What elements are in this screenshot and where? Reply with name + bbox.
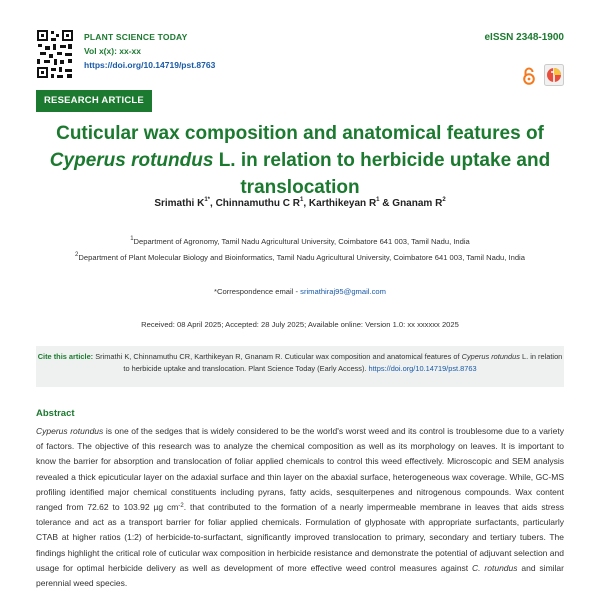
article-title <box>30 120 570 201</box>
author-separator: , <box>210 198 216 209</box>
title-species: Cyperus rotundus <box>49 150 214 171</box>
affiliation-sup: 2 <box>75 252 79 258</box>
qr-code-icon[interactable] <box>36 29 74 79</box>
abstract-text-2: . that contributed to the formation of a nearly impermeable membrane in leaves that aids stress tolerance and act as a transport barrier for foliar applied chemicals. Formulation of glyphosate with appropriate surfactants, particularly CTAB at higher ratios (1:2) of herbicide-to-surfactant, significantly improved translocation to primary, secondary and tertiary tubers. The findings highlight the critical role of cuticular wax composition in herbicide resistance and demonstrate the potential of adjuvant selection and usage for optimal herbicide delivery as well as development of more effective weed control measures against <box>36 502 564 573</box>
title-part-1: Cuticular wax composition and anatomical features of <box>56 123 544 144</box>
cite-label: Cite this article: <box>37 352 94 361</box>
journal-volume: Vol x(x): xx-xx <box>84 46 142 56</box>
title-part-2: L. in relation to herbicide uptake and translocation <box>213 150 551 198</box>
cite-text-2: L. in relation to herbicide uptake and translocation. Plant Science Today (Early Access). <box>123 352 563 373</box>
abstract-species-short: C. rotundus <box>472 562 518 573</box>
article-type-badge: RESEARCH ARTICLE <box>36 90 152 112</box>
journal-doi-link[interactable]: https://doi.org/10.14719/pst.8763 <box>84 60 216 70</box>
abstract-text-end: and similar perennial weed species. <box>36 562 564 589</box>
abstract-species: Cyperus rotundus <box>36 426 104 436</box>
author-name: Gnanam R <box>392 198 443 209</box>
publication-dates: Received: 08 April 2025; Accepted: 28 July 2025; Available online: Version 1.0: xx xxxxxx 2025 <box>141 320 459 329</box>
author-name: Srimathi K <box>154 198 205 209</box>
author-separator: & <box>379 198 393 209</box>
cite-doi-link[interactable]: https://doi.org/10.14719/pst.8763 <box>368 364 477 373</box>
eissn-label: eISSN 2348-1900 <box>484 32 564 43</box>
abstract-heading: Abstract <box>36 408 75 419</box>
correspondence-email-link[interactable]: srimathiraj95@gmail.com <box>300 287 386 296</box>
author-sup: 1* <box>204 197 211 203</box>
journal-info <box>84 30 215 72</box>
journal-header <box>36 29 564 89</box>
affiliation-1 <box>30 237 570 246</box>
author-sup: 1 <box>300 197 304 203</box>
affiliation-2 <box>30 253 570 262</box>
correspondence-label: *Correspondence email - <box>214 287 301 296</box>
author-separator: , <box>303 198 309 209</box>
abstract-unit-sup: -2 <box>178 503 184 510</box>
author-sup: 1 <box>376 197 380 203</box>
affiliation-sup: 1 <box>130 236 134 242</box>
affiliation-text: Department of Plant Molecular Biology and Bioinformatics, Tamil Nadu Agricultural University, Coimbatore 641 003, Tamil Nadu, India <box>78 253 525 262</box>
author-sup: 2 <box>442 197 446 203</box>
abstract-text-1: is one of the sedges that is widely considered to be the world's worst weed and its control is troublesome due to a variety of factors. The objective of this research was to analyze the chemical composition as well as its morphology on leaves. It is important to know the barrier for absorption and translocation of foliar applied chemicals to control this weed effectively. Microscopic and SEM analysis revealed a thick epicuticular layer on the adaxial surface and thin layer on the abaxial surface, heterogeneous wax coverage. While, GC-MS profiling identified major chemical constituents including pyrans, fatty acids, sesquiterpenes and nitrogenous compounds. Wax content ranged from 72.62 to 103.92 µg cm <box>36 426 564 513</box>
author-name: Chinnamuthu C R <box>215 198 301 209</box>
open-access-icon[interactable] <box>522 67 536 85</box>
journal-name: PLANT SCIENCE TODAY <box>84 32 188 42</box>
cite-text-1: Srimathi K, Chinnamuthu CR, Karthikeyan R, Gnanam R. Cuticular wax composition and anatomical features of <box>93 352 462 361</box>
abstract-body <box>36 424 564 591</box>
author-name: Karthikeyan R <box>308 198 377 209</box>
cite-this-article-box <box>36 346 564 387</box>
author-list <box>30 198 570 209</box>
correspondence <box>30 287 570 296</box>
cite-species: Cyperus rotundus <box>461 352 520 361</box>
crossmark-icon[interactable] <box>544 64 564 86</box>
affiliation-text: Department of Agronomy, Tamil Nadu Agricultural University, Coimbatore 641 003, Tamil Nadu, India <box>133 237 470 246</box>
